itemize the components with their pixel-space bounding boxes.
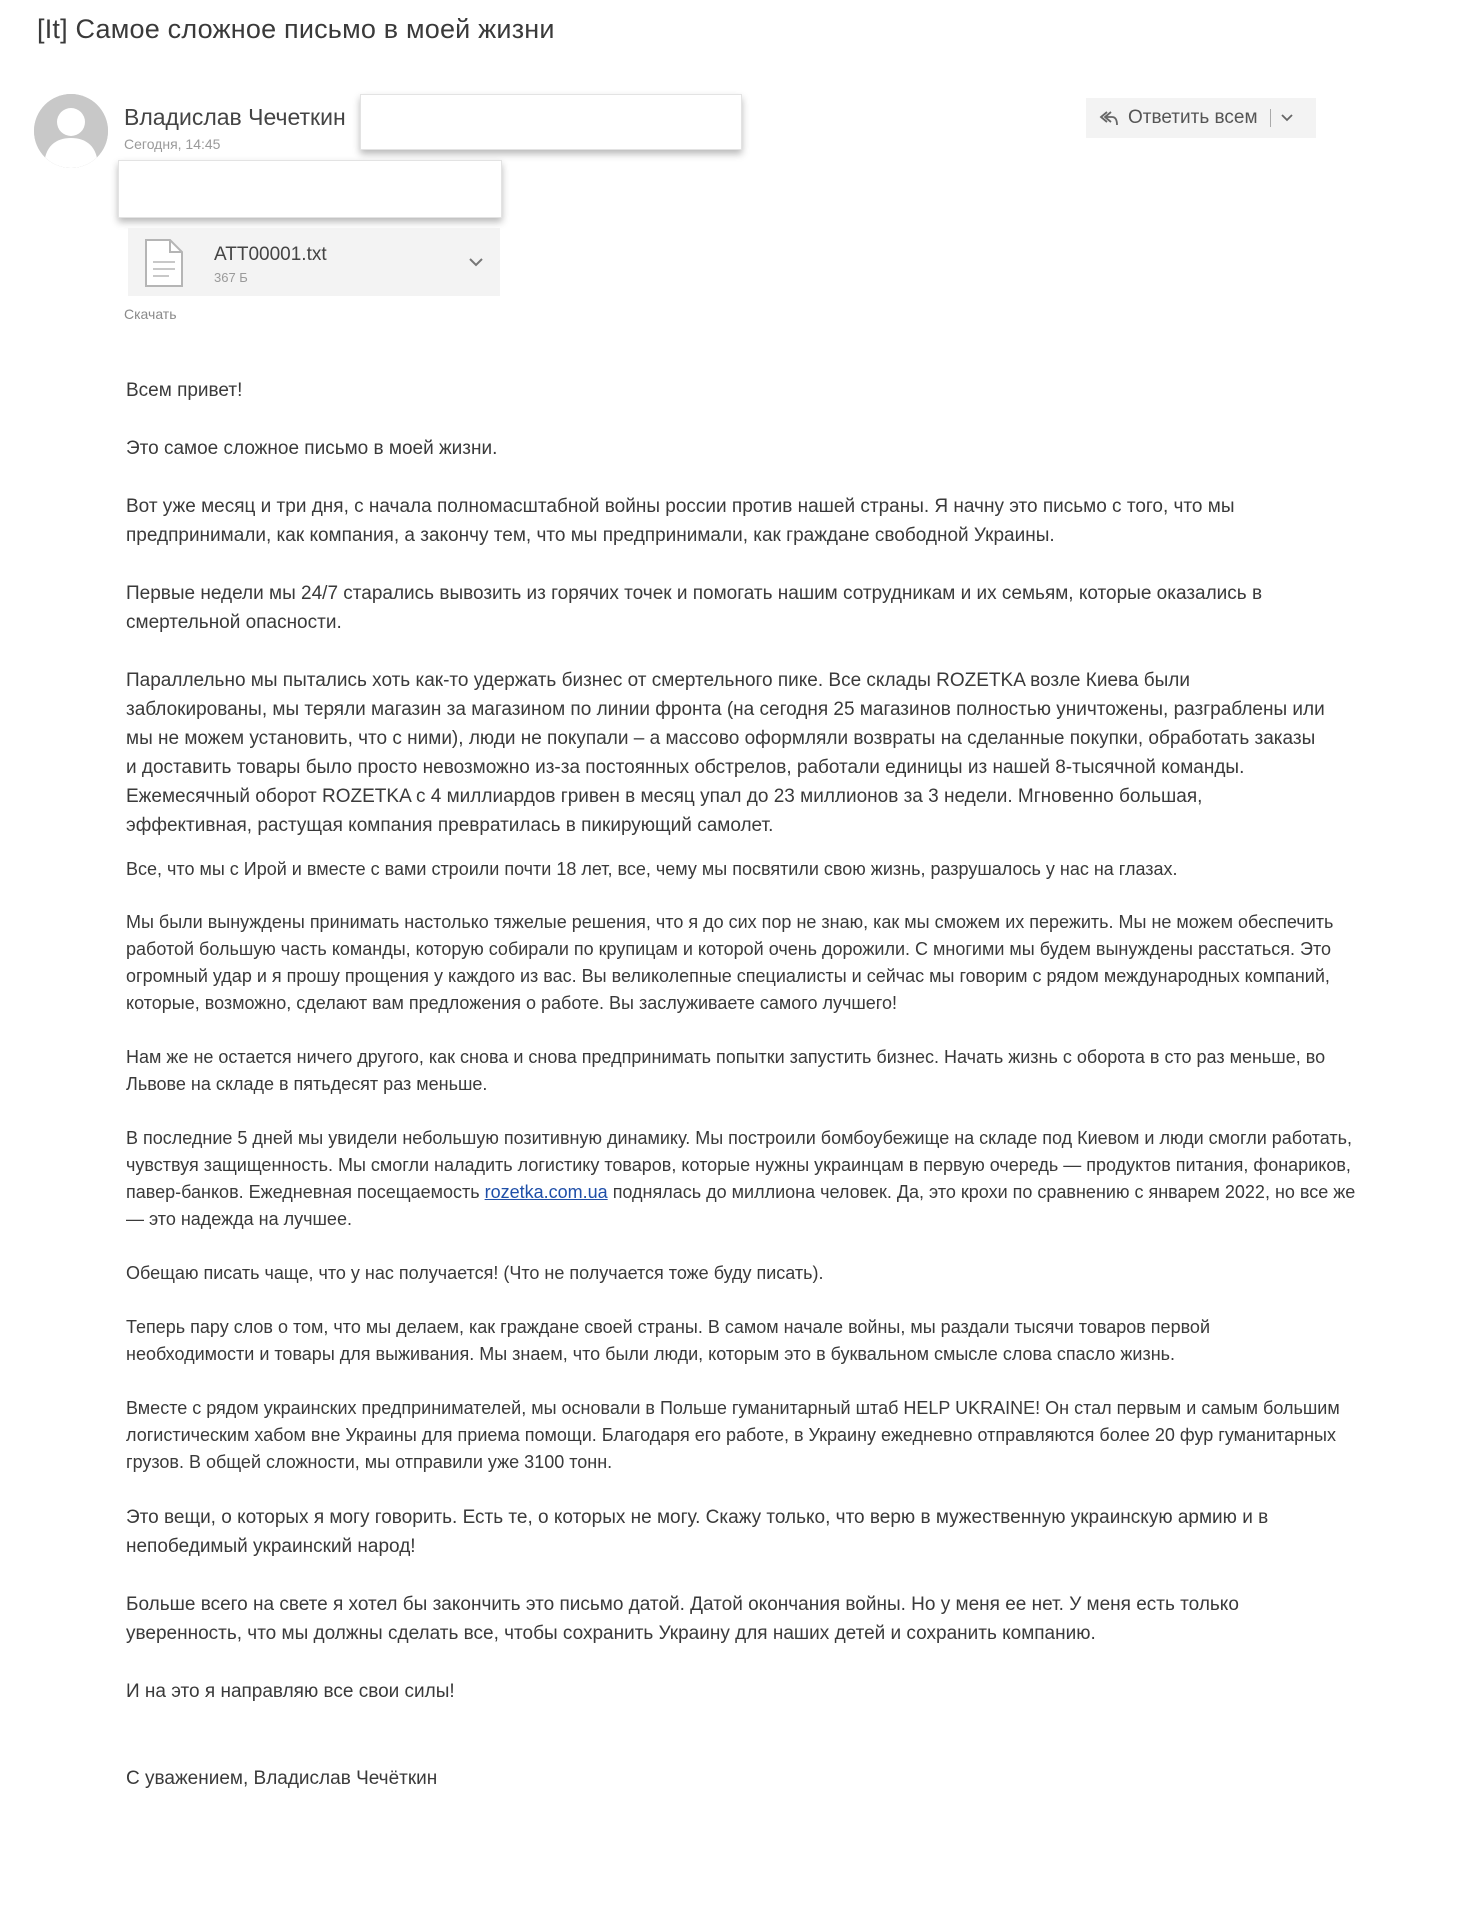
chevron-down-icon[interactable] (1279, 110, 1295, 126)
body-text-segment: поднялась до миллиона человек. Да, это крохи по сравнению с январем 2022, но все же — это надежда на лучшее. (126, 1182, 1356, 1229)
attachment-size: 367 Б (214, 270, 248, 285)
download-link[interactable]: Скачать (124, 306, 177, 322)
body-paragraph: Первые недели мы 24/7 старались вывозить из горячих точек и помогать нашим сотрудникам и их семьям, которые оказались в смертельной опасности. (126, 583, 1263, 633)
body-paragraph: Это вещи, о которых я могу говорить. Есть те, о которых не могу. Скажу только, что верю в мужественную украинскую армию и в непобедимый украинский народ! (126, 1507, 1269, 1557)
sent-date: Сегодня, 14:45 (124, 136, 221, 152)
reply-all-button[interactable] (1086, 98, 1316, 138)
button-divider (1270, 109, 1271, 127)
chevron-down-icon[interactable] (466, 252, 486, 272)
signature: С уважением, Владислав Чечёткин (126, 1768, 438, 1789)
body-paragraph: Все, что мы с Ирой и вместе с вами строили почти 18 лет, все, чему мы посвятили свою жизнь, разрушалось у нас на глазах. (126, 859, 1178, 879)
body-paragraph: Это самое сложное письмо в моей жизни. (126, 438, 498, 459)
body-text-segment: В последние 5 дней мы увидели небольшую позитивную динамику. Мы построили бомбоубежище на складе под Киевом и люди смогли работать, чувствуя защищенность. Мы смогли наладить логистику товаров, которые нужны украинцам в первую очередь — продуктов питания, фонариков, павер-банков. Ежедневная посещаемость (126, 1128, 1352, 1202)
body-paragraph (126, 1125, 1371, 1233)
body-paragraph: Нам же не остается ничего другого, как снова и снова предпринимать попытки запустить бизнес. Начать жизнь с оборота в сто раз меньше, во Львове на складе в пятьдесят раз меньше. (126, 1047, 1326, 1094)
reply-all-icon (1098, 107, 1120, 129)
body-paragraph: И на это я направляю все свои силы! (126, 1681, 455, 1702)
person-icon (34, 94, 108, 168)
body-paragraph: Вместе с рядом украинских предпринимателей, мы основали в Польше гуманитарный штаб HELP UKRAINE! Он стал первым и самым большим логистическим хабом вне Украины для приема помощи. Благодаря его работе, в Украину ежедневно отправляются более 20 фур гуманитарных грузов. В общей сложности, мы отправили уже 3100 тонн. (126, 1398, 1340, 1472)
email-subject: [It] Самое сложное письмо в моей жизни (37, 14, 555, 44)
body-paragraph: Теперь пару слов о том, что мы делаем, как граждане своей страны. В самом начале войны, мы раздали тысячи товаров первой необходимости и товары для выживания. Мы знаем, что были люди, которым это в буквальном смысле слова спасло жизнь. (126, 1317, 1210, 1364)
contact-card-popup-secondary (118, 160, 502, 218)
body-paragraph: Обещаю писать чаще, что у нас получается! (Что не получается тоже буду писать). (126, 1263, 824, 1283)
attachment-card[interactable] (128, 228, 500, 296)
body-paragraph: Мы были вынуждены принимать настолько тяжелые решения, что я до сих пор не знаю, как мы сможем их пережить. Мы не можем обеспечить работой большую часть команды, которую собирали по крупицам и которой очень дорожили. С многими мы будем вынуждены расстаться. Это огромный удар и я прошу прощения у каждого из вас. Вы великолепные специалисты и сейчас мы говорим с рядом международных компаний, которые, возможно, сделают вам предложения о работе. Вы заслуживаете самого лучшего! (126, 912, 1334, 1013)
contact-card-popup (360, 94, 742, 150)
email-body (126, 376, 1386, 1793)
file-icon (142, 238, 186, 288)
attachment-name: ATT00001.txt (214, 244, 327, 265)
body-paragraph: Вот уже месяц и три дня, с начала полномасштабной войны россии против нашей страны. Я начну это письмо с того, что мы предпринимали, как компания, а закончу тем, что мы предпринимали, как граждане свободной Украины. (126, 496, 1235, 546)
body-paragraph: Параллельно мы пытались хоть как-то удержать бизнес от смертельного пике. Все склады ROZETKA возле Киева были заблокированы, мы теряли магазин за магазином по линии фронта (на сегодня 25 магазинов полностью уничтожены, разграблены или мы не можем установить, что с ними), люди не покупали – а массово оформляли возвраты на сделанные покупки, обработать заказы и доставить товары было просто невозможно из-за постоянных обстрелов, работали единицы из нашей 8-тысячной команды. Ежемесячный оборот ROZETKA с 4 миллиардов гривен в месяц упал до 23 миллионов за 3 недели. Мгновенно большая, эффективная, растущая компания превратилась в пикирующий самолет. (126, 670, 1325, 836)
rozetka-link[interactable]: rozetka.com.ua (484, 1182, 608, 1202)
body-paragraph: Больше всего на свете я хотел бы закончить это письмо датой. Датой окончания войны. Но у меня ее нет. У меня есть только уверенность, что мы должны сделать все, чтобы сохранить Украину для наших детей и сохранить компанию. (126, 1594, 1239, 1644)
reply-all-label: Ответить всем (1128, 107, 1258, 128)
avatar (34, 94, 108, 168)
sender-name[interactable]: Владислав Чечеткин (124, 104, 346, 130)
body-paragraph: Всем привет! (126, 380, 243, 401)
